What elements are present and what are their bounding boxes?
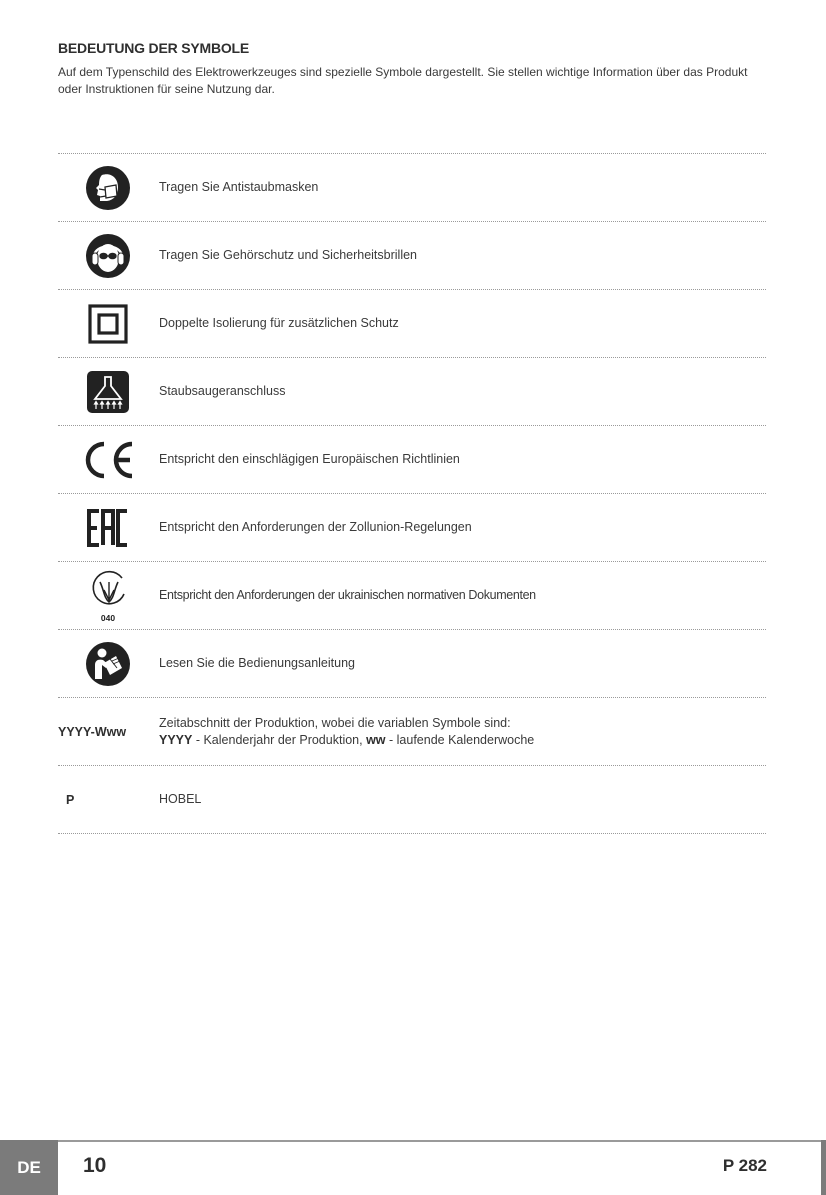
row-description: Entspricht den Anforderungen der Zollunion-Regelungen (159, 520, 472, 534)
row-description (159, 698, 534, 765)
eac-mark-icon (58, 494, 158, 561)
ua-mark-icon (58, 562, 158, 629)
table-row (58, 222, 766, 290)
ua-mark-number: 040 (100, 612, 116, 623)
row-description-line2: YYYY - Kalenderjahr der Produktion, ww - laufende Kalenderwoche (159, 732, 535, 747)
row-description: Doppelte Isolierung für zusätzlichen Schutz (159, 316, 399, 330)
page-number: 10 (83, 1154, 107, 1177)
symbols-table (58, 153, 766, 834)
row-description: Staubsaugeranschluss (159, 384, 286, 398)
table-row (58, 698, 766, 766)
row-description: HOBEL (159, 792, 202, 806)
intro-paragraph: Auf dem Typenschild des Elektrowerkzeuges sind spezielle Symbole dargestellt. Sie stellen wichtige Information über das Produkt oder Instruktionen für seine Nutzung dar. (58, 65, 748, 96)
row-description: Lesen Sie die Bedienungsanleitung (159, 656, 355, 670)
row-description: Tragen Sie Gehörschutz und Sicherheitsbrillen (159, 248, 418, 262)
section-heading: BEDEUTUNG DER SYMBOLE (58, 40, 250, 56)
dust-mask-icon (58, 154, 158, 221)
footer-divider (58, 1140, 826, 1142)
row-description: Tragen Sie Antistaubmasken (159, 180, 319, 194)
row-description: Entspricht den Anforderungen der ukrainischen normativen Dokumenten (159, 588, 536, 602)
dust-extraction-icon (58, 358, 158, 425)
table-row (58, 562, 766, 630)
model-name: P 282 (722, 1156, 767, 1175)
ear-eye-protection-icon (58, 222, 158, 289)
product-type-symbol: P (66, 792, 75, 807)
row-description-line1: Zeitabschnitt der Produktion, wobei die variablen Symbole sind: (159, 715, 511, 730)
read-manual-icon (58, 630, 158, 697)
table-row (58, 630, 766, 698)
production-date-symbol: YYYY-Www (58, 724, 127, 739)
double-insulation-icon (58, 290, 158, 357)
table-row (58, 426, 766, 494)
table-row (58, 766, 766, 834)
table-row (58, 154, 766, 222)
ce-mark-icon (58, 426, 158, 493)
table-row (58, 358, 766, 426)
table-row (58, 494, 766, 562)
row-description: Entspricht den einschlägigen Europäischen Richtlinien (159, 452, 460, 466)
table-row (58, 290, 766, 358)
footer-edge-mark (821, 1140, 826, 1195)
language-tab: DE (0, 1140, 58, 1195)
